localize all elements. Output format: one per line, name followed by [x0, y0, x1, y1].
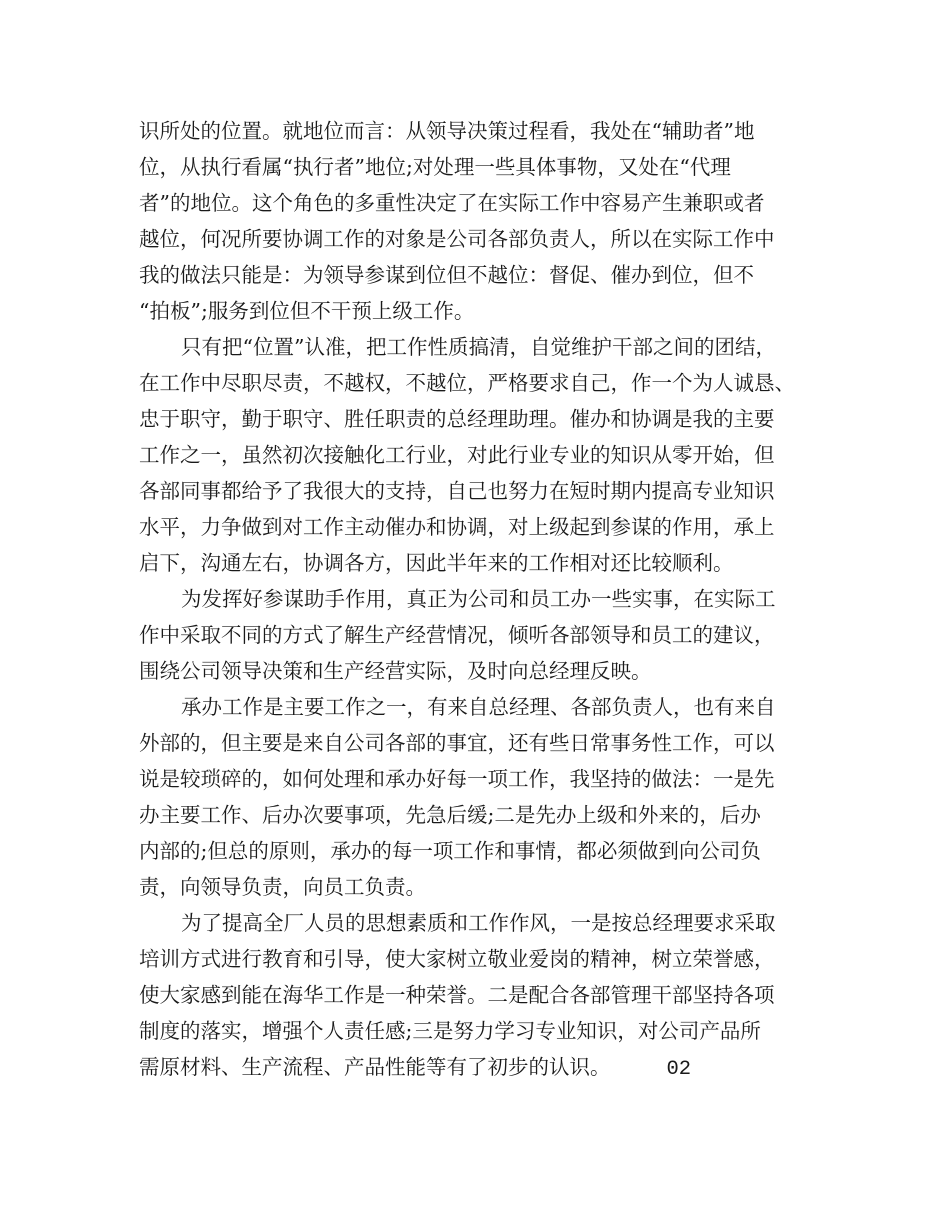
text-line: 内部的;但总的原则，承办的每一项工作和事情，都必须做到向公司负 — [139, 839, 761, 863]
text-line: 围绕公司领导决策和生产经营实际，及时向总经理反映。 — [139, 659, 652, 683]
text-line: 各部同事都给予了我很大的支持，自己也努力在短时期内提高专业知识 — [139, 479, 775, 503]
body-text — [139, 113, 829, 1085]
text-line: 在工作中尽职尽责，不越权，不越位，严格要求自己，作一个为人诚恳、 — [139, 371, 795, 395]
paragraph-start-line: 只有把“位置”认准，把工作性质搞清，自觉维护干部之间的团结， — [181, 335, 776, 359]
paragraph-start-line: 为了提高全厂人员的思想素质和工作作风，一是按总经理要求采取 — [181, 911, 776, 935]
page-number: 02 — [666, 1058, 692, 1081]
text-line: 忠于职守，勤于职守、胜任职责的总经理助理。催办和协调是我的主要 — [139, 407, 775, 431]
text-line: 说是较琐碎的，如何处理和承办好每一项工作，我坚持的做法：一是先 — [139, 767, 775, 791]
text-line: 位，从执行看属“执行者”地位;对处理一些具体事物，又处在“代理 — [139, 155, 731, 179]
text-line: 启下，沟通左右，协调各方，因此半年来的工作相对还比较顺利。 — [139, 551, 734, 575]
text-line: 制度的落实，增强个人责任感;三是努力学习专业知识，对公司产品所 — [139, 1019, 761, 1043]
text-line: 外部的，但主要是来自公司各部的事宜，还有些日常事务性工作，可以 — [139, 731, 775, 755]
text-line: 者”的地位。这个角色的多重性决定了在实际工作中容易产生兼职或者 — [139, 191, 765, 215]
text-line: 使大家感到能在海华工作是一种荣誉。二是配合各部管理干部坚持各项 — [139, 983, 775, 1007]
last-line-text: 需原材料、生产流程、产品性能等有了初步的认识。 — [139, 1055, 611, 1079]
text-line: 水平，力争做到对工作主动催办和协调，对上级起到参谋的作用，承上 — [139, 515, 775, 539]
text-line: 办主要工作、后办次要事项，先急后缓;二是先办上级和外来的，后办 — [139, 803, 761, 827]
text-line: 作中采取不同的方式了解生产经营情况，倾听各部领导和员工的建议， — [139, 623, 775, 647]
text-line: 工作之一，虽然初次接触化工行业，对此行业专业的知识从零开始，但 — [139, 443, 775, 467]
text-line: “拍板”;服务到位但不干预上级工作。 — [139, 299, 475, 323]
paragraph-start-line: 为发挥好参谋助手作用，真正为公司和员工办一些实事，在实际工 — [181, 587, 776, 611]
text-line: 我的做法只能是：为领导参谋到位但不越位：督促、催办到位，但不 — [139, 263, 754, 287]
text-line: 培训方式进行教育和引导，使大家树立敬业爱岗的精神，树立荣誉感， — [139, 947, 775, 971]
text-line: 识所处的位置。就地位而言：从领导决策过程看，我处在“辅助者”地 — [139, 119, 755, 143]
last-text-line — [139, 1049, 829, 1085]
text-line: 责，向领导负责，向员工负责。 — [139, 875, 426, 899]
text-line: 越位，何况所要协调工作的对象是公司各部负责人，所以在实际工作中 — [139, 227, 775, 251]
paragraph-start-line: 承办工作是主要工作之一，有来自总经理、各部负责人，也有来自 — [181, 695, 776, 719]
